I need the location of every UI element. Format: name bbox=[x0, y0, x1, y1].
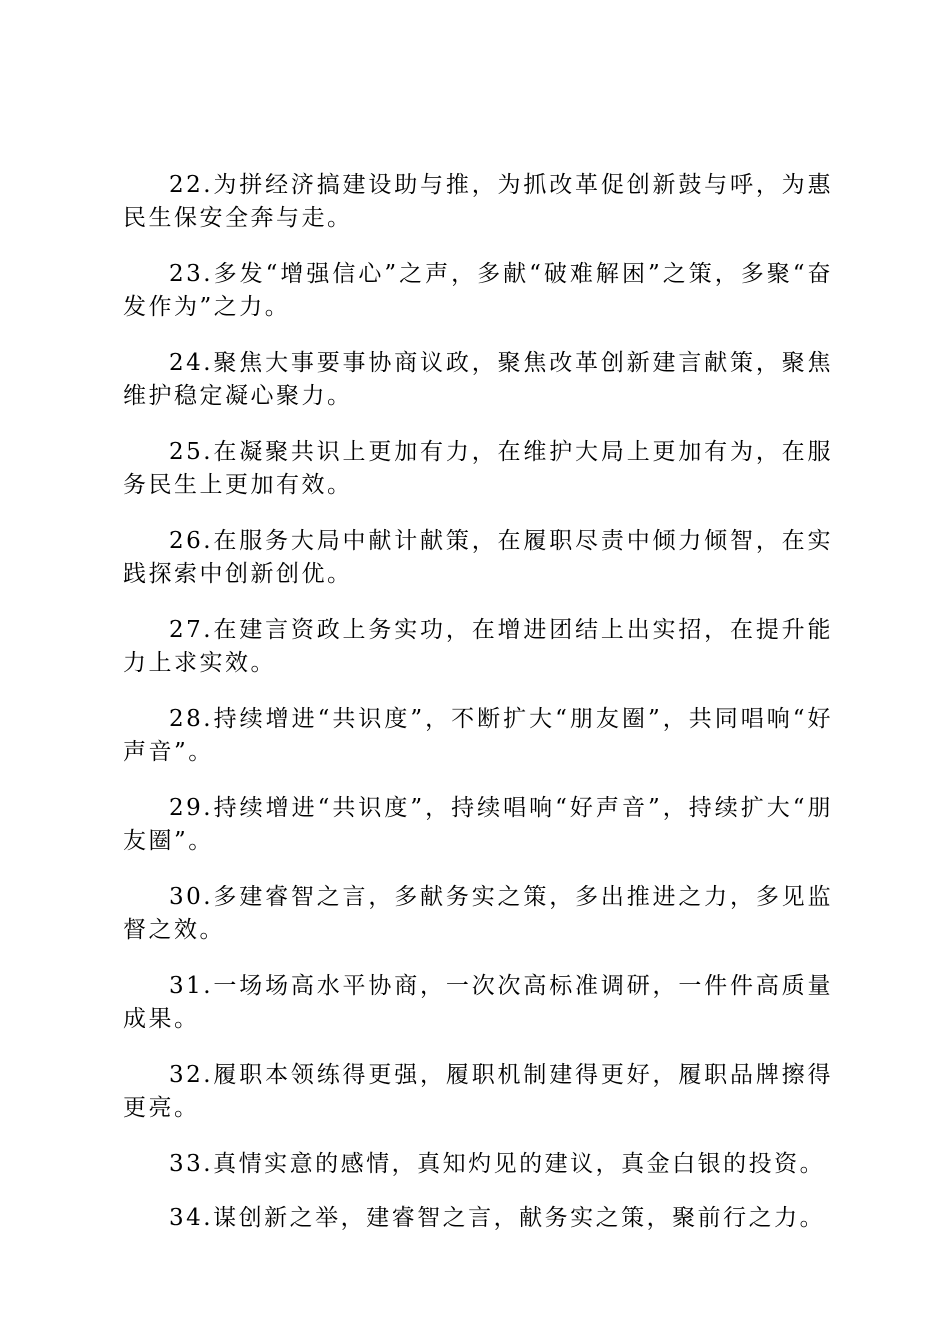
paragraph-22: 22.为拼经济搞建设助与推，为抓改革促创新鼓与呼，为惠民生保安全奔与走。 bbox=[123, 172, 833, 231]
paragraph-32: 32.履职本领练得更强，履职机制建得更好，履职品牌擦得更亮。 bbox=[123, 1062, 833, 1121]
paragraph-24: 24.聚焦大事要事协商议政，聚焦改革创新建言献策，聚焦维护稳定凝心聚力。 bbox=[123, 350, 833, 409]
paragraph-25: 25.在凝聚共识上更加有力，在维护大局上更加有为，在服务民生上更加有效。 bbox=[123, 439, 833, 498]
paragraph-26: 26.在服务大局中献计献策，在履职尽责中倾力倾智，在实践探索中创新创优。 bbox=[123, 528, 833, 587]
paragraph-33: 33.真情实意的感情，真知灼见的建议，真金白银的投资。 bbox=[169, 1151, 826, 1177]
paragraph-29: 29.持续增进“共识度”，持续唱响“好声音”，持续扩大“朋友圈”。 bbox=[123, 795, 833, 854]
document-body bbox=[123, 169, 833, 1256]
paragraph-34: 34.谋创新之举，建睿智之言，献务实之策，聚前行之力。 bbox=[169, 1205, 826, 1231]
paragraph-31: 31.一场场高水平协商，一次次高标准调研，一件件高质量成果。 bbox=[123, 973, 833, 1032]
paragraph-27: 27.在建言资政上务实功，在增进团结上出实招，在提升能力上求实效。 bbox=[123, 617, 833, 676]
paragraph-28: 28.持续增进“共识度”，不断扩大“朋友圈”，共同唱响“好声音”。 bbox=[123, 706, 833, 765]
paragraph-23: 23.多发“增强信心”之声，多献“破难解困”之策，多聚“奋发作为”之力。 bbox=[123, 261, 833, 320]
paragraph-30: 30.多建睿智之言，多献务实之策，多出推进之力，多见监督之效。 bbox=[123, 884, 833, 943]
